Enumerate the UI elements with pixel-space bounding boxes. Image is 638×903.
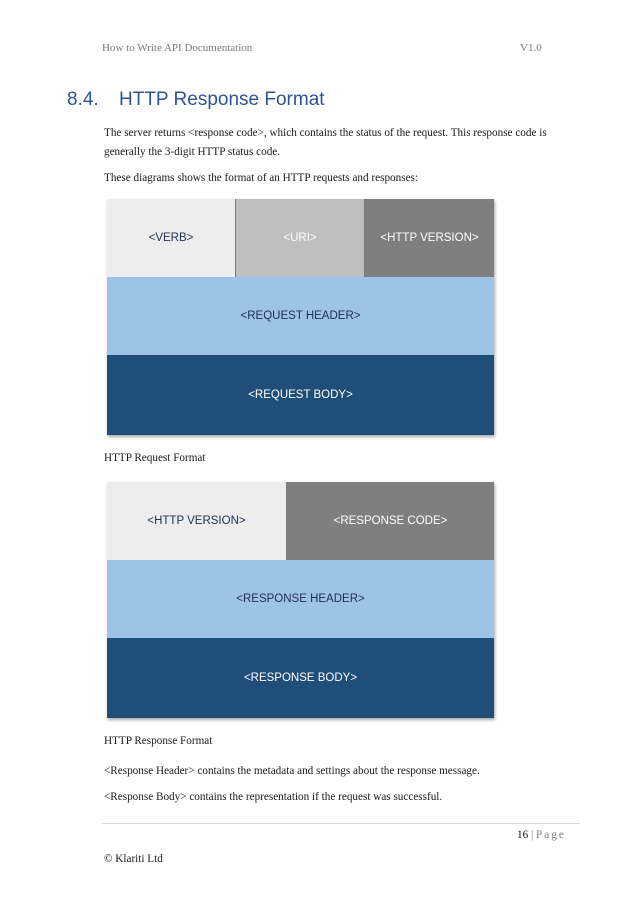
request-uri-cell: <URI> [236, 199, 365, 277]
diagrams-intro-paragraph: These diagrams shows the format of an HTTP requests and responses: [104, 172, 419, 184]
request-header-cell: <REQUEST HEADER> [107, 277, 494, 355]
response-code-cell: <RESPONSE CODE> [287, 482, 494, 560]
request-format-diagram [107, 199, 494, 435]
copyright-notice: © Klariti Ltd [104, 853, 163, 865]
response-diagram-caption: HTTP Response Format [104, 735, 213, 747]
section-number: 8.4. [67, 89, 99, 110]
response-header-row [107, 560, 494, 638]
request-header-row [107, 277, 494, 355]
response-http-version-cell: <HTTP VERSION> [107, 482, 287, 560]
request-body-row [107, 355, 494, 435]
request-diagram-caption: HTTP Request Format [104, 452, 206, 464]
response-format-diagram [107, 482, 494, 718]
request-body-cell: <REQUEST BODY> [107, 355, 494, 435]
header-version: V1.0 [520, 42, 542, 54]
response-status-line-row [107, 482, 494, 560]
request-http-version-cell: <HTTP VERSION> [365, 199, 494, 277]
request-verb-cell: <VERB> [107, 199, 236, 277]
response-header-cell: <RESPONSE HEADER> [107, 560, 494, 638]
page-number [517, 829, 566, 841]
response-body-row [107, 638, 494, 718]
response-body-cell: <RESPONSE BODY> [107, 638, 494, 718]
page-label: Page [536, 829, 566, 841]
header-doc-title: How to Write API Documentation [102, 42, 253, 54]
intro-paragraph: The server returns <response code>, which contains the status of the request. This response code is generally the 3-digit HTTP status code. [104, 127, 547, 158]
response-body-description: <Response Body> contains the representation if the request was successful. [104, 791, 443, 803]
footer-divider [102, 823, 580, 824]
response-header-description: <Response Header> contains the metadata and settings about the response message. [104, 765, 480, 777]
page-number-value: 16 [517, 829, 529, 841]
section-heading [67, 89, 325, 111]
request-start-line-row [107, 199, 494, 277]
section-title: HTTP Response Format [119, 89, 325, 110]
page-number-separator: | [530, 829, 534, 841]
